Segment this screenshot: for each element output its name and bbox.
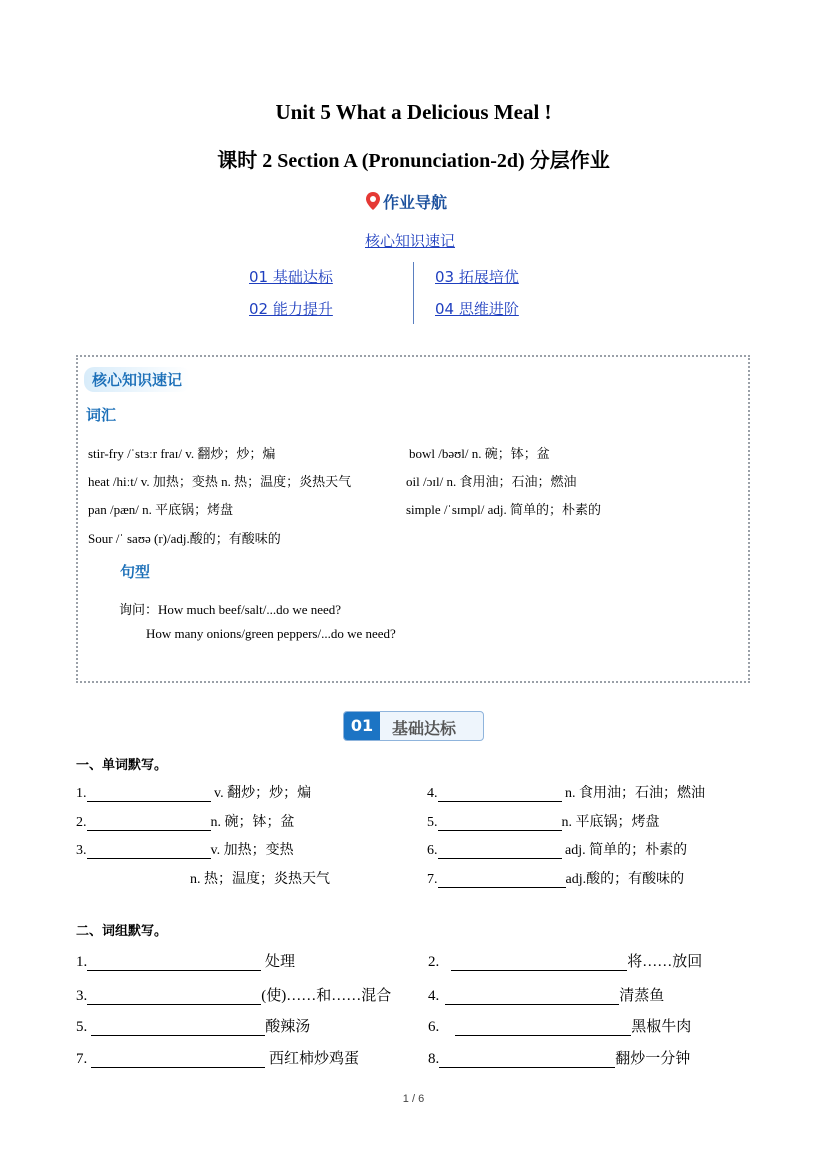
nav-title-text: 作业导航	[383, 193, 448, 212]
exercise-item: 1. v. 翻炒；炒；煸	[76, 786, 312, 801]
exercise-item: 4. n. 食用油；石油；燃油	[427, 786, 705, 801]
vocab-item: simple /ˈsɪmpl/ adj. 简单的；朴素的	[406, 502, 601, 517]
page-title: Unit 5 What a Delicious Meal !	[275, 100, 552, 124]
nav-link-01[interactable]: 01 基础达标	[249, 268, 333, 286]
location-pin-icon	[366, 192, 380, 210]
part1-title: 一、单词默写。	[76, 758, 168, 773]
answer-blank[interactable]	[451, 956, 627, 971]
vocab-item: stir-fry /ˈstɜːr fraɪ/ v. 翻炒；炒；煸	[88, 446, 276, 461]
exercise-item: 7. adj.酸的；有酸味的	[427, 872, 685, 887]
exercise-item: 6. adj. 简单的；朴素的	[427, 843, 688, 858]
answer-blank[interactable]	[87, 956, 261, 971]
page-number: 1 / 6	[402, 1093, 425, 1105]
section-badge	[343, 711, 484, 741]
exercise-item: 3. (使)……和……混合	[76, 988, 392, 1004]
exercise-item: 2. 将……放回	[428, 954, 703, 970]
sentence-line	[119, 599, 341, 618]
vocab-item: Sour /ˈ saʊə (r)/adj.酸的；有酸味的	[88, 531, 281, 546]
vocab-item: heat /hiːt/ v. 加热；变热 n. 热；温度；炎热天气	[88, 474, 352, 489]
exercise-item: 1. 处理	[76, 954, 296, 970]
nav-link-core[interactable]: 核心知识速记	[365, 232, 456, 250]
vocab-item: bowl /bəʊl/ n. 碗；钵；盆	[409, 446, 550, 461]
exercise-hint-extra: n. 热；温度；炎热天气	[190, 872, 330, 887]
answer-blank[interactable]	[439, 1053, 615, 1068]
exercise-item: 6. 黑椒牛肉	[428, 1019, 692, 1035]
exercise-item: 3. v. 加热；变热	[76, 843, 294, 858]
exercise-item: 2. n. 碗；钵；盆	[76, 815, 295, 830]
answer-blank[interactable]	[87, 990, 261, 1005]
nav-link-03[interactable]: 03 拓展培优	[435, 268, 519, 286]
exercise-item: 4. 清蒸鱼	[428, 988, 665, 1004]
answer-blank[interactable]	[438, 844, 562, 859]
answer-blank[interactable]	[87, 816, 211, 831]
exercise-item: 5. 酸辣汤	[76, 1019, 311, 1035]
sentence-text: How much beef/salt/...do we need?	[158, 602, 342, 617]
sentence-text: How many onions/green peppers/...do we need?	[146, 626, 396, 641]
answer-blank[interactable]	[438, 873, 566, 888]
exercise-item: 5. n. 平底锅；烤盘	[427, 815, 660, 830]
nav-divider	[413, 262, 414, 324]
exercise-item: 7. 西红柿炒鸡蛋	[76, 1051, 360, 1067]
section-label: 基础达标	[392, 719, 457, 738]
answer-blank[interactable]	[91, 1021, 265, 1036]
vocab-item: oil /ɔɪl/ n. 食用油；石油；燃油	[406, 474, 577, 489]
exercise-item: 8. 翻炒一分钟	[428, 1051, 691, 1067]
answer-blank[interactable]	[455, 1021, 631, 1036]
answer-blank[interactable]	[87, 787, 211, 802]
section-number: 01	[344, 712, 380, 740]
page-subtitle: 课时 2 Section A (Pronunciation-2d) 分层作业	[217, 150, 610, 172]
answer-blank[interactable]	[438, 787, 562, 802]
nav-link-04[interactable]: 04 思维进阶	[435, 300, 519, 318]
sentence-label: 询问：	[119, 602, 159, 617]
part2-title: 二、词组默写。	[76, 924, 168, 939]
answer-blank[interactable]	[445, 990, 619, 1005]
answer-blank[interactable]	[438, 816, 562, 831]
answer-blank[interactable]	[91, 1053, 265, 1068]
answer-blank[interactable]	[87, 844, 211, 859]
nav-title	[367, 190, 447, 213]
vocab-heading: 词汇	[86, 406, 117, 424]
sentence-heading: 句型	[120, 563, 151, 581]
vocab-item: pan /pæn/ n. 平底锅；烤盘	[88, 502, 234, 517]
core-knowledge-badge: 核心知识速记	[84, 367, 190, 392]
nav-link-02[interactable]: 02 能力提升	[249, 300, 333, 318]
